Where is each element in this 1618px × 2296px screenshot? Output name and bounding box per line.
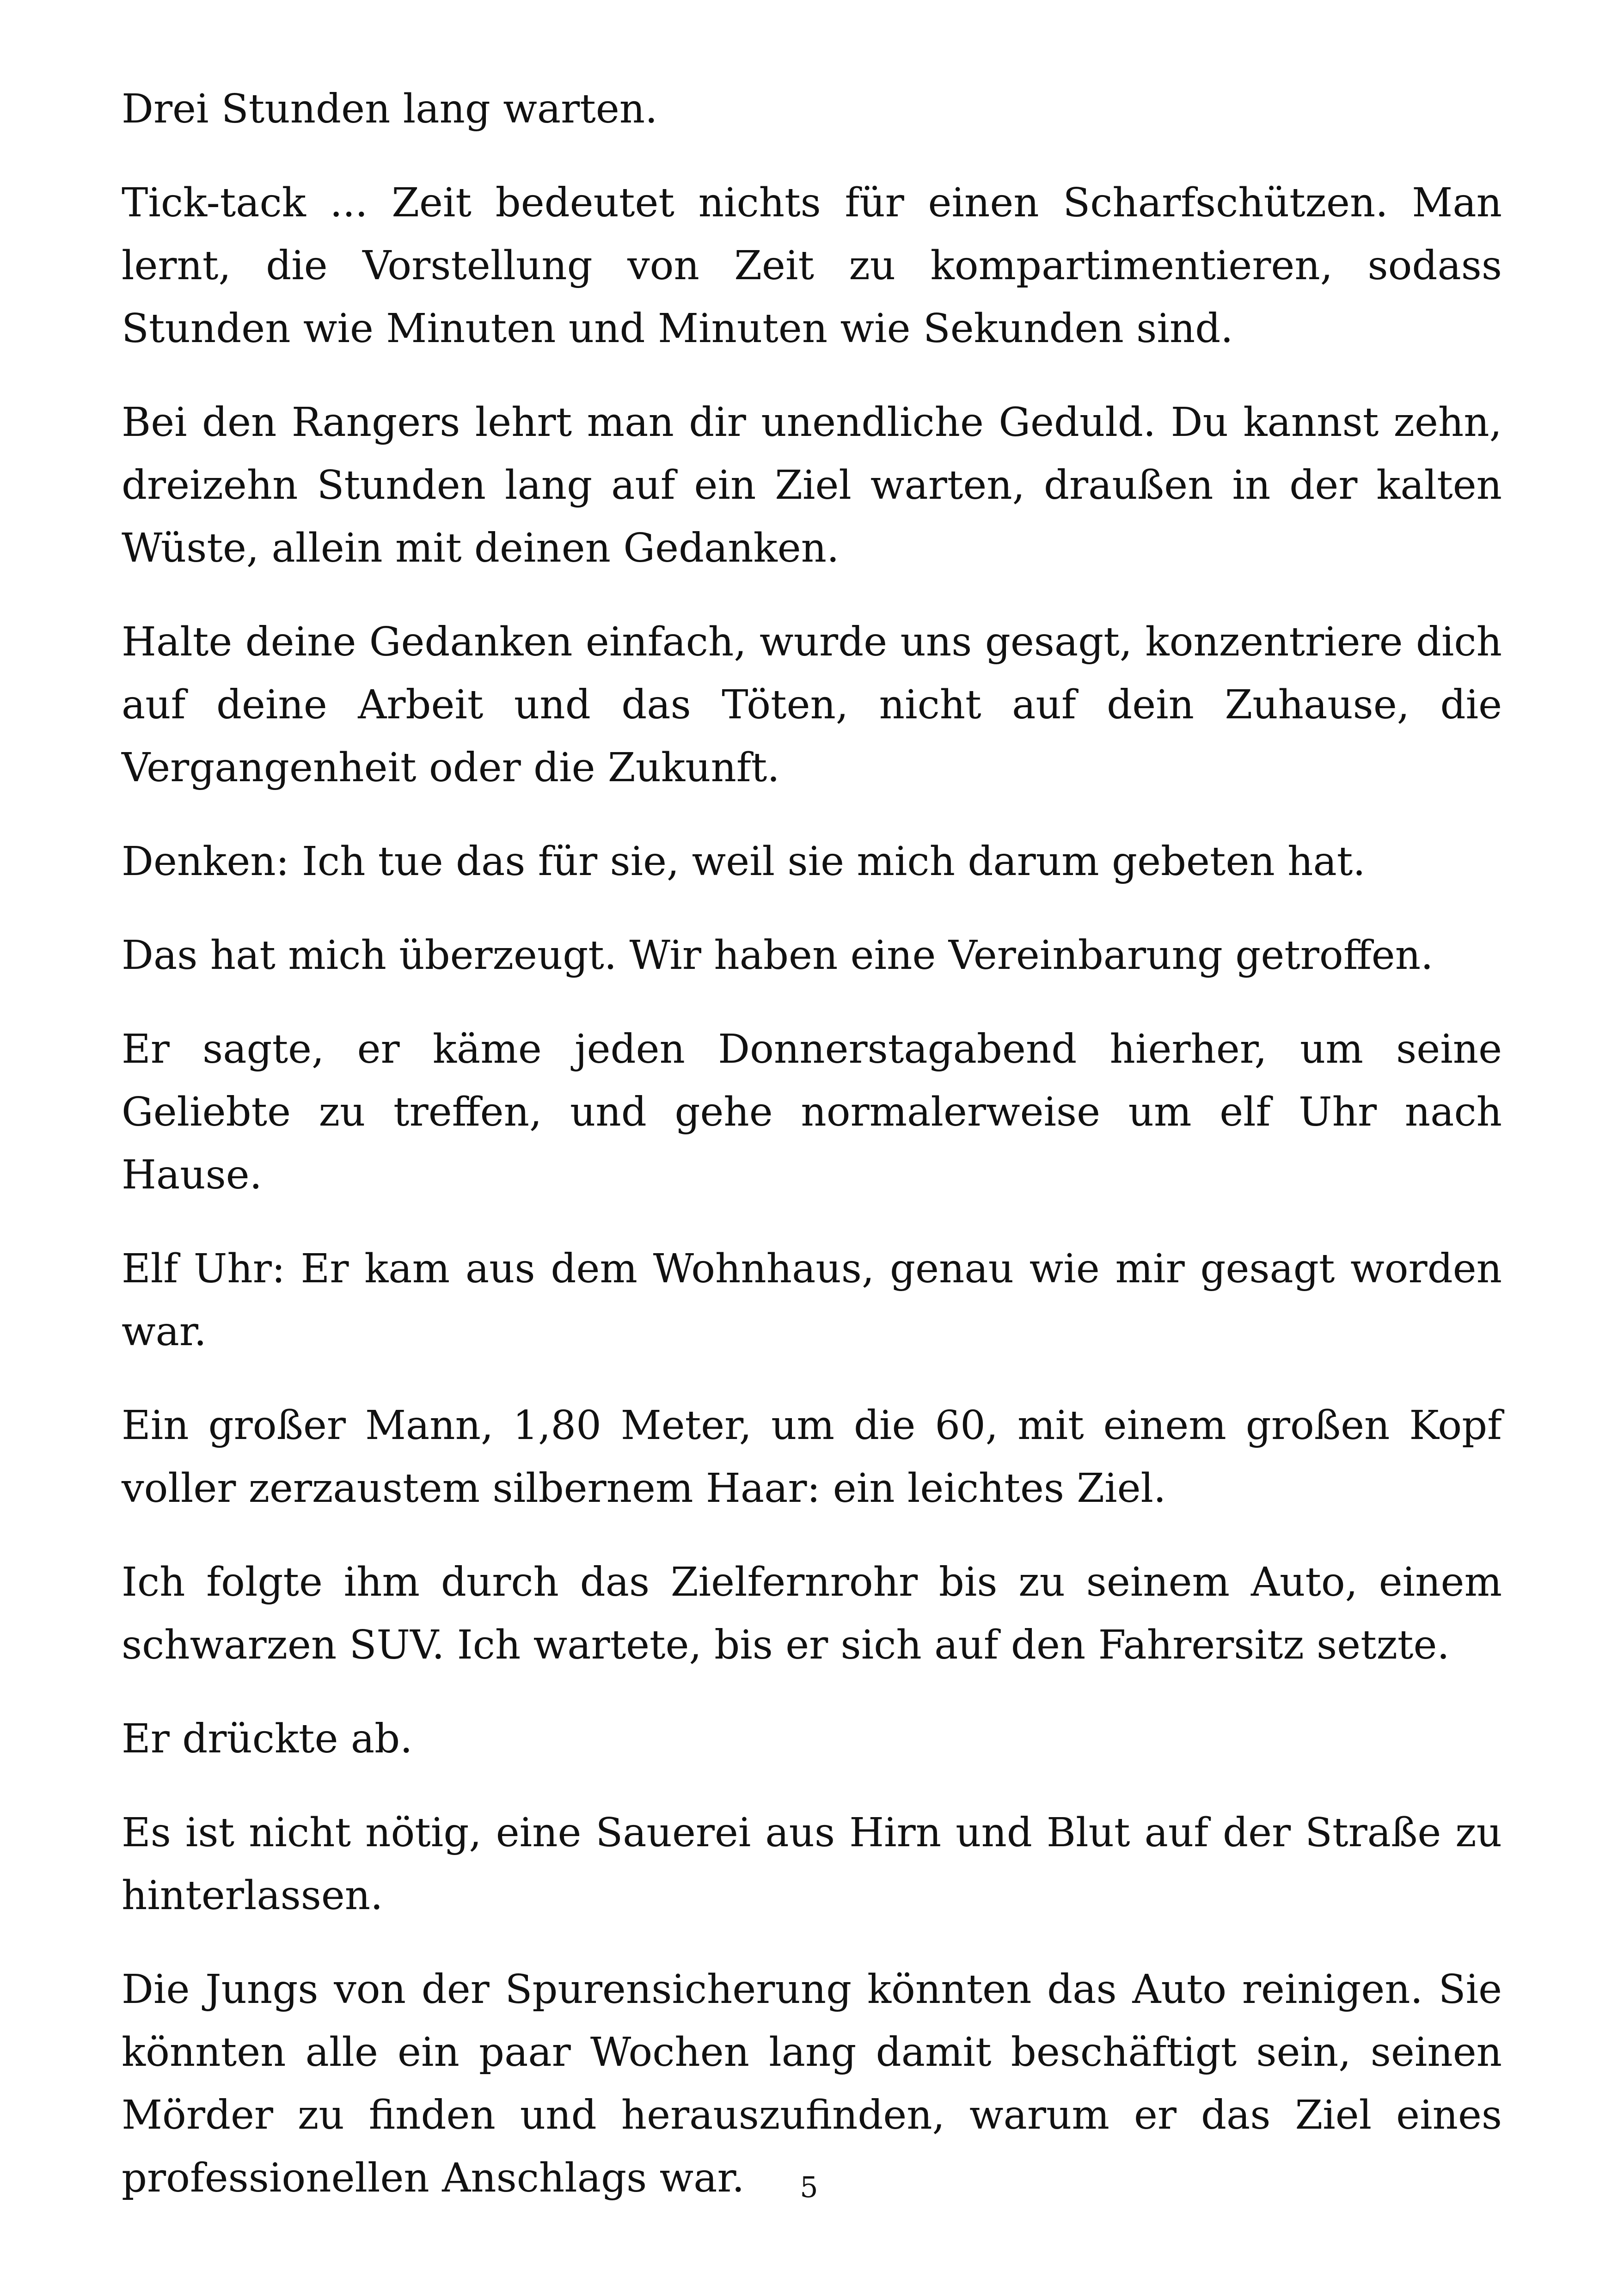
paragraph: Er sagte, er käme jeden Donnerstagabend hierher, um seine Geliebte zu treffen, und gehe normalerweise um elf Uhr nach Hause. bbox=[122, 1026, 1502, 1198]
paragraph: Ein großer Mann, 1,80 Meter, um die 60, mit einem großen Kopf voller zerzaustem silbernem Haar: ein leichtes Ziel. bbox=[122, 1402, 1502, 1512]
paragraph: Denken: Ich tue das für sie, weil sie mich darum gebeten hat. bbox=[122, 839, 1366, 885]
paragraph: Ich folgte ihm durch das Zielfernrohr bis zu seinem Auto, einem schwarzen SUV. Ich wartete, bis er sich auf den Fahrersitz setzte. bbox=[122, 1559, 1502, 1668]
paragraph: Er drückte ab. bbox=[122, 1716, 413, 1762]
paragraph: Bei den Rangers lehrt man dir unendliche Geduld. Du kannst zehn, dreizehn Stunden lang auf ein Ziel warten, draußen in der kalten Wüste, allein mit deinen Gedanken. bbox=[122, 399, 1502, 571]
body-text bbox=[122, 78, 1502, 2210]
paragraph: Drei Stunden lang warten. bbox=[122, 86, 658, 132]
paragraph: Halte deine Gedanken einfach, wurde uns gesagt, konzentriere dich auf deine Arbeit und das Töten, nicht auf dein Zuhause, die Vergangenheit oder die Zukunft. bbox=[122, 619, 1502, 791]
paragraph: Tick-tack ... Zeit bedeutet nichts für einen Scharfschützen. Man lernt, die Vorstellung von Zeit zu kompartimentieren, sodass Stunden wie Minuten und Minuten wie Sekunden sind. bbox=[122, 180, 1502, 352]
paragraph: Elf Uhr: Er kam aus dem Wohnhaus, genau wie mir gesagt worden war. bbox=[122, 1246, 1502, 1355]
page-number: 5 bbox=[800, 2170, 818, 2204]
paragraph: Es ist nicht nötig, eine Sauerei aus Hirn und Blut auf der Straße zu hinterlassen. bbox=[122, 1810, 1502, 1919]
paragraph: Die Jungs von der Spurensicherung könnten das Auto reinigen. Sie könnten alle ein paar Wochen lang damit beschäftigt sein, seinen Mörder zu finden und herauszufinden, warum er das Ziel eines professionellen Anschlags war. bbox=[122, 1966, 1502, 2201]
paragraph: Das hat mich überzeugt. Wir haben eine Vereinbarung getroffen. bbox=[122, 932, 1434, 979]
